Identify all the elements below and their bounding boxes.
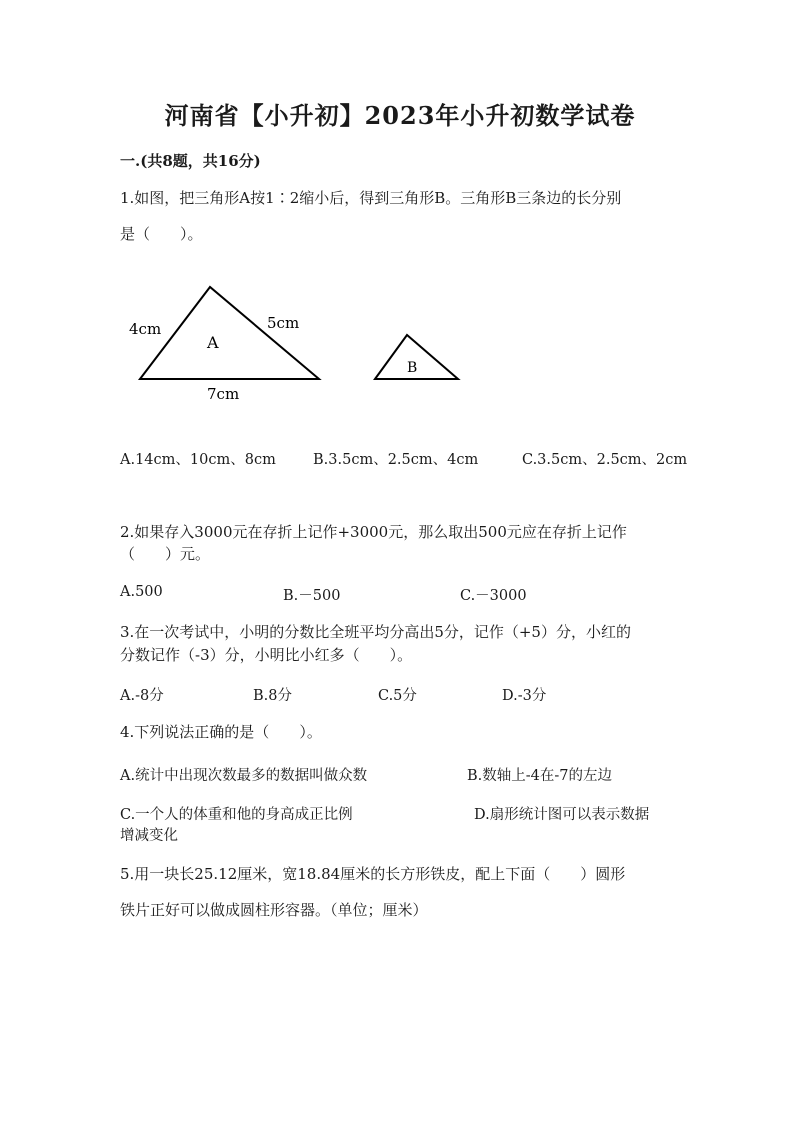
question-2-option-a[interactable]: A.500 [120,584,163,600]
question-2-stem-line2: （ ）元。 [120,545,211,563]
question-4-option-b[interactable]: B.数轴上-4在-7的左边 [467,768,613,784]
section-heading: 一.(共8题，共16分) [120,152,261,170]
question-3-option-c[interactable]: C.5分 [378,688,417,704]
question-1-option-b[interactable]: B.3.5cm、2.5cm、4cm [313,452,479,468]
triangle-b [375,335,458,379]
question-4-option-d-continuation: 增减变化 [120,828,178,844]
question-1-option-c[interactable]: C.3.5cm、2.5cm、2cm [522,452,688,468]
triangle-b-label: B [407,360,418,376]
question-4-option-c[interactable]: C.一个人的体重和他的身高成正比例 [120,807,353,823]
question-1-stem-line1: 1.如图，把三角形A按1∶2缩小后，得到三角形B。三角形B三条边的长分别 [120,189,622,207]
triangle-a-bottom-side-label: 7cm [207,385,240,403]
question-4-option-d[interactable]: D.扇形统计图可以表示数据 [474,807,650,823]
question-3-option-a[interactable]: A.-8分 [120,688,164,704]
question-5-stem-line1: 5.用一块长25.12厘米，宽18.84厘米的长方形铁皮，配上下面（ ）圆形 [120,865,626,883]
triangle-a-left-side-label: 4cm [129,320,162,338]
question-4-stem: 4.下列说法正确的是（ ）。 [120,723,322,741]
question-4-option-a[interactable]: A.统计中出现次数最多的数据叫做众数 [120,768,368,784]
question-2-option-c[interactable]: C.－3000 [460,588,527,604]
page-title: 河南省【小升初】2023年小升初数学试卷 [164,101,636,130]
question-3-stem-line1: 3.在一次考试中，小明的分数比全班平均分高出5分，记作（+5）分，小红的 [120,623,631,641]
triangle-a-label: A [207,333,219,352]
question-1-option-a[interactable]: A.14cm、10cm、8cm [120,452,276,468]
question-3-stem-line2: 分数记作（-3）分，小明比小红多（ ）。 [120,646,413,664]
question-5-stem-line2: 铁片正好可以做成圆柱形容器。（单位；厘米） [120,901,428,919]
triangle-a-right-side-label: 5cm [267,314,300,332]
triangles-figure [120,280,480,410]
question-1-stem-line2: 是（ ）。 [120,225,203,243]
question-2-option-b[interactable]: B.－500 [283,588,341,604]
triangle-a [129,287,319,403]
question-3-option-d[interactable]: D.-3分 [502,688,547,704]
question-3-option-b[interactable]: B.8分 [253,688,292,704]
question-2-stem-line1: 2.如果存入3000元在存折上记作+3000元，那么取出500元应在存折上记作 [120,523,627,541]
